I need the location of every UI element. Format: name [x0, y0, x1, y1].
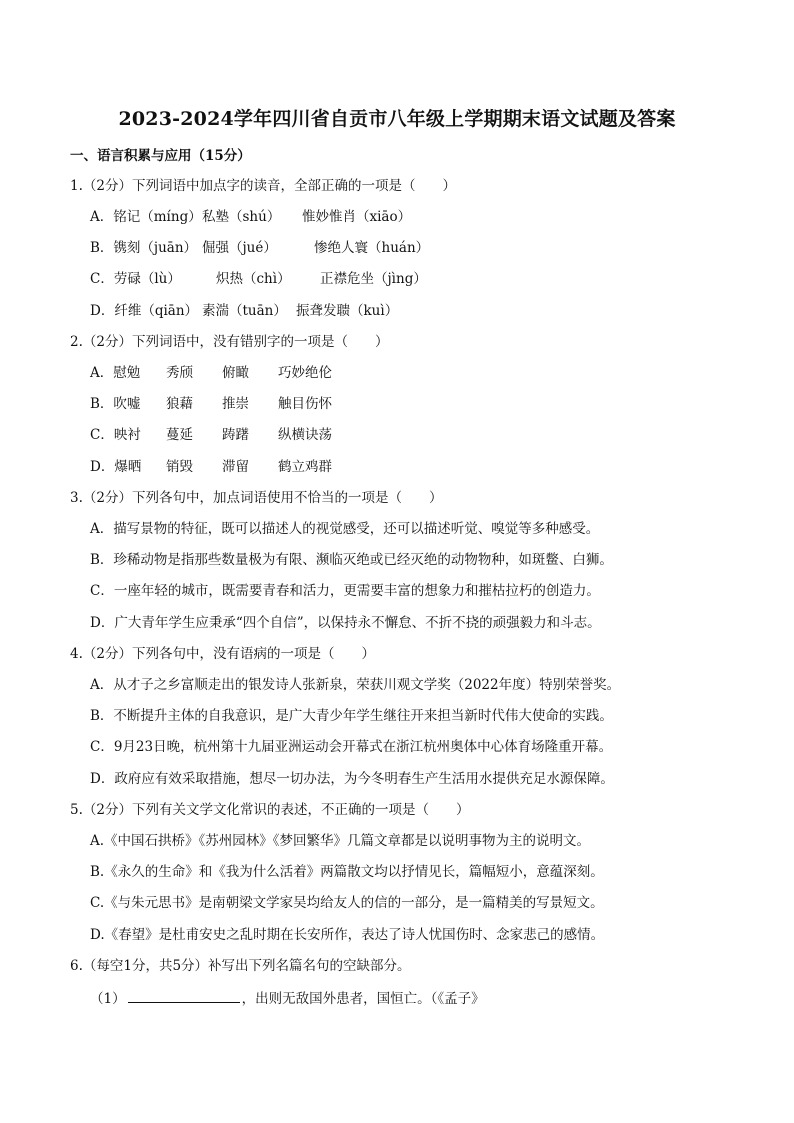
- question-2-stem: 2.（2分）下列词语中，没有错别字的一项是（ ）: [70, 334, 389, 350]
- question-5-option-b[interactable]: B.《永久的生命》和《我为什么活着》两篇散文均以抒情见长，篇幅短小，意蕴深刻。: [90, 864, 604, 880]
- question-3-stem: 3.（2分）下列各句中，加点词语使用不恰当的一项是（ ）: [70, 490, 443, 506]
- option-part: 纵横诀荡: [278, 427, 332, 443]
- option-part: B．吹嘘: [90, 396, 141, 412]
- question-5-option-a[interactable]: A.《中国石拱桥》《苏州园林》《梦回繁华》几篇文章都是以说明事物为主的说明文。: [90, 833, 591, 849]
- option-part: 正襟危坐（jìng）: [320, 271, 427, 287]
- option-part: 销毁: [166, 459, 193, 475]
- option-part: 素湍（tuān）: [202, 303, 287, 319]
- question-2-option-d[interactable]: [90, 458, 332, 476]
- question-6-item-1: [90, 988, 485, 1008]
- option-part: C．劳碌（lù）: [90, 271, 181, 287]
- option-part: 蔓延: [166, 427, 193, 443]
- question-5-option-d[interactable]: D.《春望》是杜甫安史之乱时期在长安所作，表达了诗人忧国伤时、念家悲己的感情。: [90, 927, 605, 943]
- question-3-option-a[interactable]: A．描写景物的特征，既可以描述人的视觉感受，还可以描述听觉、嗅觉等多种感受。: [90, 521, 600, 537]
- option-part: A．铭记（míng）: [90, 209, 202, 225]
- question-6-stem: 6.（每空1分，共5分）补写出下列名篇名句的空缺部分。: [70, 958, 411, 974]
- question-3-option-b[interactable]: B．珍稀动物是指那些数量极为有限、濒临灭绝或已经灭绝的动物物种，如斑鳖、白狮。: [90, 552, 613, 568]
- question-1-option-d[interactable]: [90, 302, 398, 320]
- page-title: 2023-2024学年四川省自贡市八年级上学期期末语文试题及答案: [118, 108, 676, 130]
- option-part: 振聋发聩（kuì）: [296, 303, 399, 319]
- option-part: 巧妙绝伦: [278, 365, 332, 381]
- question-4-option-c[interactable]: C．9月23日晚，杭州第十九届亚洲运动会开幕式在浙江杭州奥体中心体育场隆重开幕。: [90, 739, 613, 755]
- item-number: （1）: [90, 991, 126, 1007]
- option-part: 推崇: [222, 396, 249, 412]
- fill-blank[interactable]: [128, 988, 240, 1003]
- option-part: 鹤立鸡群: [278, 459, 332, 475]
- option-part: 私塾（shú）: [202, 209, 281, 225]
- option-part: 炽热（chì）: [216, 271, 291, 287]
- question-2-option-b[interactable]: [90, 395, 332, 413]
- question-3-option-d[interactable]: D．广大青年学生应秉承“四个自信”，以保持永不懈怠、不折不挠的顽强毅力和斗志。: [90, 615, 601, 631]
- item-text: ，出则无敌国外患者，国恒亡。（《孟子》: [241, 991, 485, 1007]
- question-2-option-a[interactable]: [90, 364, 332, 382]
- question-1-stem: 1.（2分）下列词语中加点字的读音，全部正确的一项是（ ）: [70, 178, 456, 194]
- section-heading: 一、语言积累与应用（15分）: [70, 148, 251, 164]
- option-part: 踌躇: [222, 427, 249, 443]
- option-part: D．纤维（qiān）: [90, 303, 199, 319]
- option-part: 秀颀: [166, 365, 193, 381]
- question-1-option-a[interactable]: [90, 208, 411, 226]
- option-part: D．爆晒: [90, 459, 142, 475]
- option-part: 滞留: [222, 459, 249, 475]
- question-4-stem: 4.（2分）下列各句中，没有语病的一项是（ ）: [70, 646, 375, 662]
- question-2-option-c[interactable]: [90, 426, 332, 444]
- question-3-option-c[interactable]: C．一座年轻的城市，既需要青春和活力，更需要丰富的想象力和摧枯拉朽的创造力。: [90, 583, 600, 599]
- option-part: 惟妙惟肖（xiāo）: [302, 209, 412, 225]
- question-1-option-b[interactable]: [90, 239, 429, 257]
- option-part: B．镌刻（juān）: [90, 240, 198, 256]
- option-part: 倔强（jué）: [202, 240, 277, 256]
- question-4-option-a[interactable]: A．从才子之乡富顺走出的银发诗人张新泉，荣获川观文学奖（2022年度）特别荣誉奖。: [90, 677, 621, 693]
- option-part: A．慰勉: [90, 365, 141, 381]
- option-part: 俯瞰: [222, 365, 249, 381]
- option-part: 触目伤怀: [278, 396, 332, 412]
- question-5-option-c[interactable]: C.《与朱元思书》是南朝梁文学家吴均给友人的信的一部分，是一篇精美的写景短文。: [90, 895, 604, 911]
- question-5-stem: 5.（2分）下列有关文学文化常识的表述，不正确的一项是（ ）: [70, 802, 470, 818]
- question-1-option-c[interactable]: [90, 270, 427, 288]
- question-4-option-d[interactable]: D．政府应有效采取措施，想尽一切办法，为今冬明春生产生活用水提供充足水源保障。: [90, 771, 614, 787]
- option-part: 惨绝人寰（huán）: [314, 240, 430, 256]
- option-part: 狼藉: [166, 396, 193, 412]
- option-part: C．映衬: [90, 427, 141, 443]
- question-4-option-b[interactable]: B．不断提升主体的自我意识，是广大青少年学生继往开来担当新时代伟大使命的实践。: [90, 708, 613, 724]
